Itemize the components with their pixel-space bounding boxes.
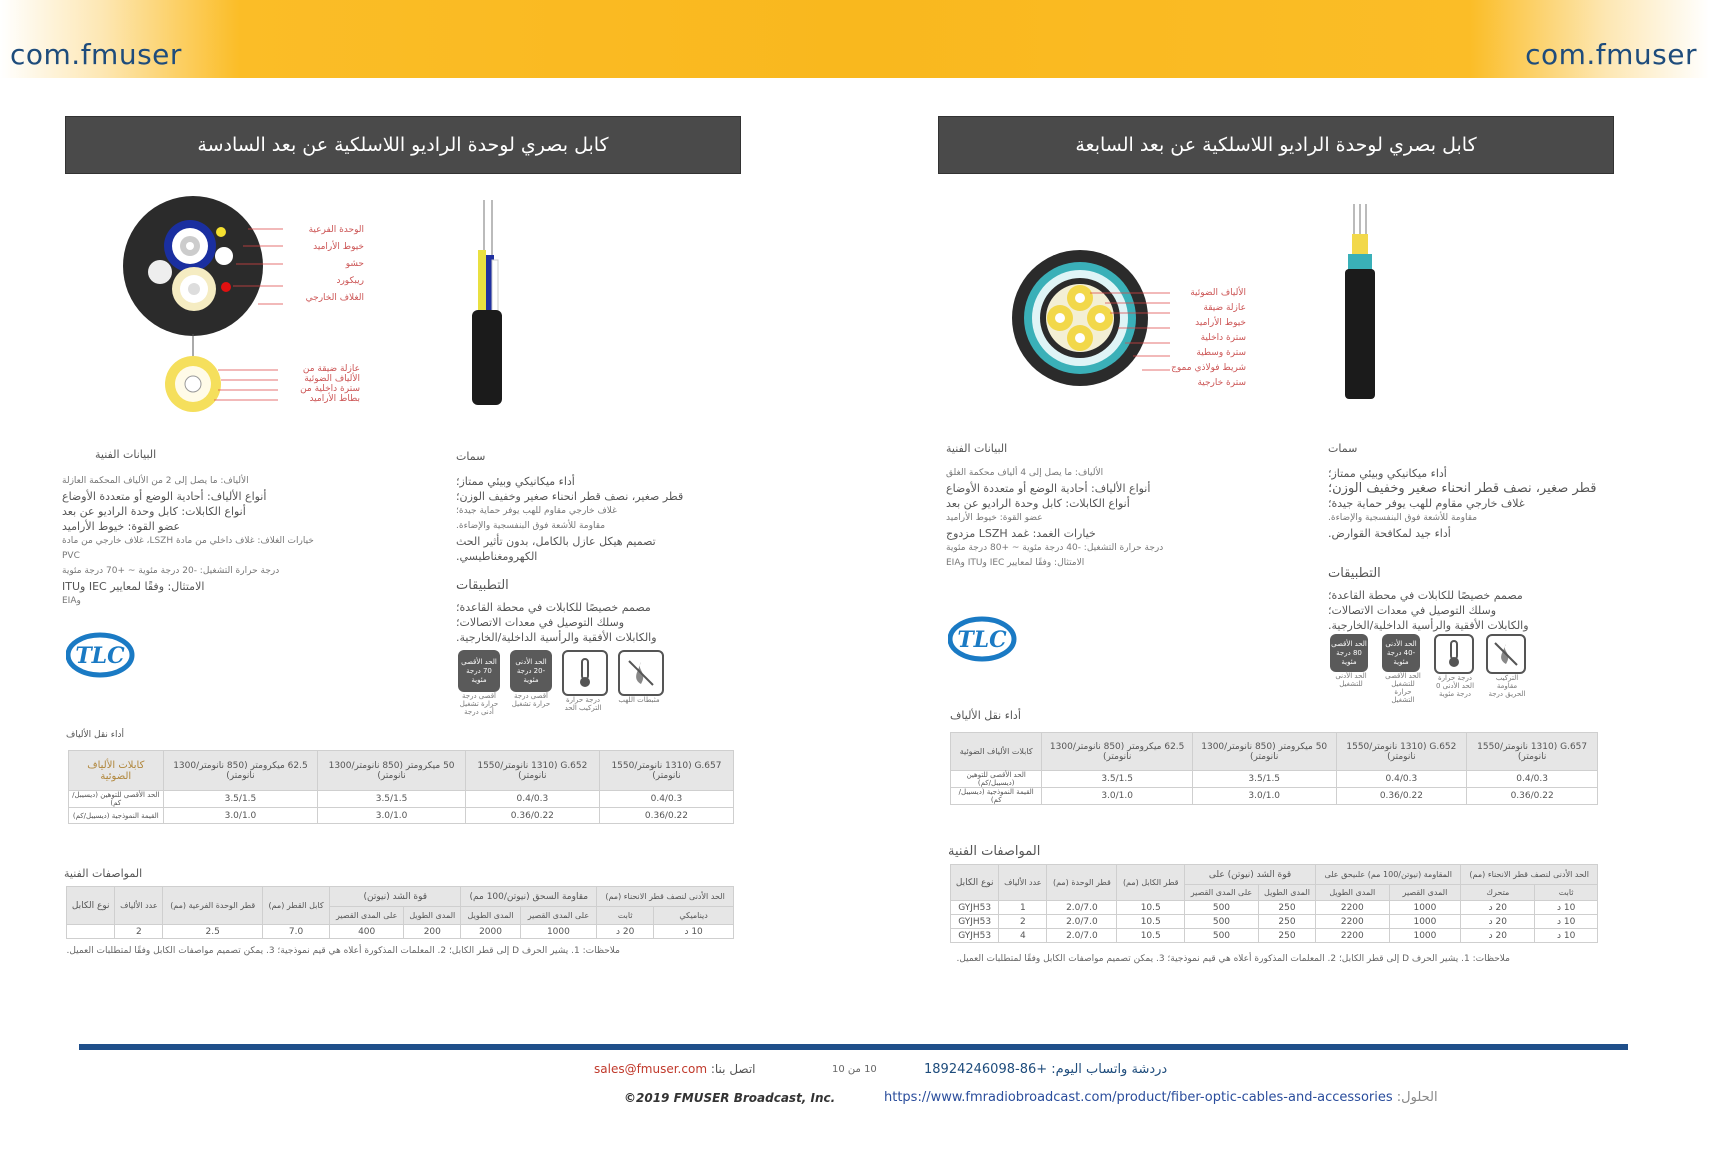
app-item: وسلك التوصيل في معدات الاتصالات؛ — [1328, 604, 1497, 617]
table-header: المقاومة (نيوتن/100 مم) علىيحق على — [1316, 865, 1461, 885]
feature-item: غلاف خارجي مقاوم للهب يوفر حماية جيدة؛ — [1328, 497, 1525, 510]
tech-line: الألياف: ما يصل إلى 4 ألياف محكمة الغلق — [946, 468, 1104, 478]
table-header: الحد الأدنى لنصف قطر الانحناء (مم) — [597, 887, 734, 907]
table-header: G.657 (1310 نانومتر/1550 نانومتر) — [599, 751, 733, 791]
solution-label: الحلول: — [1396, 1090, 1438, 1105]
right-cable-image — [1340, 204, 1380, 404]
table-header: عدد الألياف — [999, 865, 1047, 901]
table-cell: 2200 — [1316, 915, 1389, 929]
perf-title: أداء نقل الألياف — [66, 730, 124, 740]
table-cell: 0.4/0.3 — [1467, 771, 1598, 788]
table-cell: 10 د — [1535, 915, 1598, 929]
table-header: 62.5 ميكرومتر (850 نانومتر/1300 نانومتر) — [163, 751, 318, 791]
diagram-label: سترة داخلية — [1200, 333, 1246, 343]
right-cross-section-diagram — [1010, 248, 1170, 393]
spec-title: المواصفات الفنية — [948, 844, 1041, 859]
table-cell — [67, 925, 115, 939]
table-cell: 2.0/7.0 — [1047, 901, 1117, 915]
right-spec-table — [950, 864, 1598, 943]
feature-item: أداء ميكانيكي وبيئي ممتاز؛ — [1328, 467, 1447, 480]
table-header: 62.5 ميكرومتر (850 نانومتر/1300 نانومتر) — [1042, 733, 1193, 771]
table-cell: 2.0/7.0 — [1047, 929, 1117, 943]
feature-item: تصميم هيكل عازل بالكامل، بدون تأثير الحث الكهرومغناطيسي. — [456, 535, 656, 563]
table-cell: 1000 — [520, 925, 597, 939]
table-cell: 1 — [999, 901, 1047, 915]
flame-retardant-icon — [1486, 634, 1526, 674]
diagram-label: سترة خارجية — [1197, 378, 1246, 388]
table-header: الحد الأدنى لنصف قطر الانحناء (مم) — [1461, 865, 1598, 885]
table-cell: 3.0/1.0 — [1042, 788, 1193, 805]
table-cell: 200 — [404, 925, 461, 939]
diagram-label: شريط فولاذي مموج — [1171, 363, 1246, 373]
icon-caption: أقصى درجة حرارة تشغيل — [511, 692, 551, 708]
max-temp-icon: الحد الأقصى 80 درجة مئوية — [1330, 634, 1368, 672]
table-cell: 2.0/7.0 — [1047, 915, 1117, 929]
table-cell: 0.36/0.22 — [1467, 788, 1598, 805]
table-header: عدد الألياف — [115, 887, 163, 925]
table-cell: 400 — [330, 925, 404, 939]
table-cell: 500 — [1185, 929, 1259, 943]
table-cell: 20 د — [1461, 929, 1535, 943]
table-header: 50 ميكرومتر (850 نانومتر/1300 نانومتر) — [1192, 733, 1336, 771]
brand-left: com.fmuser — [10, 38, 182, 71]
apps-title: التطبيقات — [456, 578, 509, 593]
table-header: قطر الوحدة (مم) — [1047, 865, 1117, 901]
table-cell: GYJH53 — [951, 901, 999, 915]
table-cell: على المدى القصير — [520, 907, 597, 925]
spec-title: المواصفات الفنية — [64, 867, 143, 880]
table-cell: القيمة النموذجية (ديسيبل/كم) — [69, 808, 164, 824]
table-header: كابلات الألياف الضوئية — [69, 751, 164, 791]
diagram-label: ريبكورد — [336, 276, 364, 286]
left-perf-table — [68, 750, 734, 824]
tech-line: أنواع الكابلات: كابل وحدة الراديو عن بعد — [62, 505, 246, 518]
table-cell: 2200 — [1316, 901, 1389, 915]
icon-caption: الحد الأقصى للتشغيل حرارة التشغيل — [1385, 672, 1421, 704]
diagram-label: الألياف الضوئية — [1190, 288, 1246, 298]
svg-text:TLC: TLC — [75, 643, 125, 669]
table-header: G.657 (1310 نانومتر/1550 نانومتر) — [1467, 733, 1598, 771]
feature-item: مقاومة للأشعة فوق البنفسجية والإضاءة. — [1328, 513, 1478, 523]
solution-url-link[interactable]: https://www.fmradiobroadcast.com/product/fiber-optic-cables-and-accessories — [884, 1090, 1393, 1105]
app-item: مصمم خصيصًا للكابلات في محطة القاعدة؛ — [1328, 589, 1523, 602]
tech-line: درجة حرارة التشغيل: -40 درجة مئوية ~ +80 درجة مئوية — [946, 543, 1164, 553]
tech-line: درجة حرارة التشغيل: -20 درجة مئوية ~ +70 درجة مئوية — [62, 566, 280, 576]
tlc-logo — [948, 616, 1018, 662]
table-header: كابل القطر (مم) — [262, 887, 329, 925]
table-cell: 1000 — [1389, 901, 1461, 915]
table-cell: 3.0/1.0 — [318, 808, 466, 824]
table-cell: 250 — [1258, 901, 1315, 915]
diagram-label: خيوط الأراميد — [1195, 318, 1246, 328]
table-cell: على المدى القصير — [330, 907, 404, 925]
left-title: كابل بصري لوحدة الراديو اللاسلكية عن بعد السادسة — [65, 116, 741, 174]
icon-caption: أقصى درجة حرارة تشغيل أدنى درجة — [459, 692, 499, 716]
icon-caption: مثبطات اللهب — [618, 696, 660, 704]
thermometer-icon — [562, 650, 608, 696]
table-cell: على المدى القصير — [1185, 885, 1259, 901]
table-header: نوع الكابل — [951, 865, 999, 901]
table-cell: 2.5 — [163, 925, 263, 939]
icon-caption: التركيب مقاومة الحريق درجة — [1488, 674, 1526, 698]
table-cell: 0.36/0.22 — [465, 808, 599, 824]
diagram-label: الوحدة الفرعية — [308, 225, 364, 235]
table-cell: ديناميكي — [654, 907, 734, 925]
flame-retardant-icon — [618, 650, 664, 696]
tech-title: البيانات الفنية — [946, 442, 1008, 455]
feature-item: أداء ميكانيكي وبيئي ممتاز؛ — [456, 475, 575, 488]
table-cell: ثابت — [1535, 885, 1598, 901]
table-cell: المدى الطويل — [1258, 885, 1315, 901]
table-cell: 3.5/1.5 — [318, 791, 466, 808]
table-header: قوة الشد (نيوتن) — [330, 887, 461, 907]
app-item: والكابلات الأفقية والرأسية الداخلية/الخارجية. — [1328, 619, 1529, 632]
table-header: قطر الكابل (مم) — [1117, 865, 1185, 901]
table-cell: 0.4/0.3 — [599, 791, 733, 808]
table-cell: 0.4/0.3 — [1336, 771, 1467, 788]
table-cell: GYJH53 — [951, 929, 999, 943]
table-header: G.652 (1310 نانومتر/1550 نانومتر) — [1336, 733, 1467, 771]
feature-item: أداء جيد لمكافحة القوارض. — [1328, 527, 1451, 540]
footer-divider — [79, 1044, 1628, 1050]
left-cable-image — [468, 200, 508, 405]
table-cell: 10.5 — [1117, 901, 1185, 915]
left-spec-table — [66, 886, 734, 939]
table-cell: 2 — [999, 915, 1047, 929]
diagram-label: عازلة ضيقة من — [302, 364, 360, 374]
table-header: نوع الكابل — [67, 887, 115, 925]
table-cell: 500 — [1185, 915, 1259, 929]
diagram-label: الغلاف الخارجي — [305, 293, 364, 303]
feature-item: قطر صغير، نصف قطر انحناء صغير وخفيف الوزن؛ — [1328, 481, 1597, 496]
table-cell: 1000 — [1389, 929, 1461, 943]
tech-line: أنواع الألياف: أحادية الوضع أو متعددة الأوضاع — [62, 490, 267, 503]
table-cell: 2200 — [1316, 929, 1389, 943]
tech-line: وEIA — [62, 596, 81, 606]
table-cell: المدى الطويل — [461, 907, 520, 925]
tech-line: الامتثال: وفقًا لمعايير IEC وITU وEIA — [946, 558, 1085, 568]
table-cell: 4 — [999, 929, 1047, 943]
table-cell: الحد الأقصى للتوهين (ديسيبل/كم) — [69, 791, 164, 808]
features-title: سمات — [1328, 442, 1358, 455]
table-cell: 3.0/1.0 — [1192, 788, 1336, 805]
right-notes: ملاحظات: 1. يشير الحرف D إلى قطر الكابل؛ 2. المعلمات المذكورة أعلاه هي قيم نموذجية؛ 3. يمكن تصميم مواصفات الكابل وفقًا لمتطلبات العميل. — [956, 954, 1510, 964]
app-item: مصمم خصيصًا للكابلات في محطة القاعدة؛ — [456, 601, 651, 614]
table-cell: المدى القصير — [1389, 885, 1461, 901]
table-cell: 10.5 — [1117, 915, 1185, 929]
left-panel — [0, 0, 780, 1000]
icon-caption: درجة حرارة الحد الأدنى 0 درجة مئوية — [1435, 674, 1475, 698]
table-cell: 500 — [1185, 901, 1259, 915]
table-cell: 10.5 — [1117, 929, 1185, 943]
email-link[interactable]: sales@fmuser.com — [594, 1062, 708, 1076]
perf-title: أداء نقل الألياف — [950, 709, 1021, 722]
table-cell: 2000 — [461, 925, 520, 939]
right-panel — [870, 0, 1650, 1000]
table-cell: 7.0 — [262, 925, 329, 939]
min-temp-icon: الحد الأدنى -20 درجة مئوية — [510, 650, 552, 692]
diagram-label: الألياف الضوئية — [304, 374, 360, 384]
table-header: قطر الوحدة الفرعية (مم) — [163, 887, 263, 925]
table-cell: المدى الطويل — [1316, 885, 1389, 901]
diagram-label: سترة وسطية — [1196, 348, 1246, 358]
table-cell: 250 — [1258, 915, 1315, 929]
tech-line: الألياف: ما يصل إلى 2 من الألياف المحكمة العازلة — [62, 476, 249, 486]
tech-line: عضو القوة: خيوط الأراميد — [62, 520, 181, 533]
tech-line: الامتثال: وفقًا لمعايير IEC وITU — [62, 580, 205, 593]
thermometer-icon — [1434, 634, 1474, 674]
table-cell: 3.5/1.5 — [1042, 771, 1193, 788]
icon-caption: الحد الأدنى للتشغيل — [1335, 672, 1367, 688]
feature-item: مقاومة للأشعة فوق البنفسجية والإضاءة. — [456, 521, 606, 531]
table-cell: 0.36/0.22 — [599, 808, 733, 824]
apps-title: التطبيقات — [1328, 566, 1381, 581]
page-number: 10 من 10 — [832, 1064, 877, 1075]
tech-line: أنواع الكابلات: كابل وحدة الراديو عن بعد — [946, 497, 1130, 510]
max-temp-icon: الحد الأقصى 70 درجة مئوية — [458, 650, 500, 692]
right-perf-table — [950, 732, 1598, 805]
table-cell: 1000 — [1389, 915, 1461, 929]
table-cell: المدى الطويل — [404, 907, 461, 925]
brand-right: com.fmuser — [1525, 38, 1697, 71]
table-cell: 3.0/1.0 — [163, 808, 318, 824]
table-header: كابلات الألياف الضوئية — [951, 733, 1042, 771]
diagram-label: عازلة ضيقة — [1203, 303, 1246, 313]
table-header: مقاومة السحق (نيوتن/100 مم) — [461, 887, 597, 907]
diagram-label: خيوط الأراميد — [313, 242, 364, 252]
tlc-logo — [66, 632, 136, 678]
contact-label: اتصل بنا: — [710, 1062, 756, 1076]
min-temp-icon: الحد الأدنى -40 درجة مئوية — [1382, 634, 1420, 672]
table-cell: 3.5/1.5 — [163, 791, 318, 808]
table-header: قوة الشد (نيوتن) على — [1185, 865, 1316, 885]
table-cell: 10 د — [1535, 929, 1598, 943]
right-title: كابل بصري لوحدة الراديو اللاسلكية عن بعد السابعة — [938, 116, 1614, 174]
table-header: 50 ميكرومتر (850 نانومتر/1300 نانومتر) — [318, 751, 466, 791]
tech-title: البيانات الفنية — [95, 448, 157, 461]
table-cell: 250 — [1258, 929, 1315, 943]
diagram-label: سترة داخلية من — [300, 384, 360, 394]
diagram-label: حشو — [345, 259, 364, 269]
table-cell: 0.4/0.3 — [465, 791, 599, 808]
table-header: G.652 (1310 نانومتر/1550 نانومتر) — [465, 751, 599, 791]
table-cell: 2 — [115, 925, 163, 939]
table-cell: 10 د — [1535, 901, 1598, 915]
table-cell: 20 د — [1461, 901, 1535, 915]
table-cell: 20 د — [1461, 915, 1535, 929]
app-item: وسلك التوصيل في معدات الاتصالات؛ — [456, 616, 625, 629]
tech-line: خيارات الغلاف: غلاف داخلي من مادة LSZH، غلاف خارجي من مادة PVC — [62, 536, 314, 561]
tech-line: أنواع الألياف: أحادية الوضع أو متعددة الأوضاع — [946, 482, 1151, 495]
tech-line: عضو القوة: خيوط الأراميد — [946, 513, 1043, 523]
feature-item: قطر صغير، نصف قطر انحناء صغير وخفيف الوزن؛ — [456, 490, 684, 503]
copyright: ©2019 FMUSER Broadcast, Inc. — [624, 1091, 836, 1105]
svg-text:TLC: TLC — [957, 627, 1007, 653]
table-cell: GYJH53 — [951, 915, 999, 929]
table-cell: الحد الأقصى للتوهين (ديسيبل/كم) — [951, 771, 1042, 788]
table-cell: 10 د — [654, 925, 734, 939]
feature-item: غلاف خارجي مقاوم للهب يوفر حماية جيدة؛ — [456, 506, 617, 516]
table-cell: 20 د — [597, 925, 654, 939]
icon-caption: درجة حرارة التركيب الحد — [564, 696, 602, 712]
whatsapp-phone[interactable]: دردشة واتساب اليوم: +86-18924246098 — [924, 1062, 1168, 1077]
features-title: سمات — [456, 450, 486, 463]
table-cell: ثابت — [597, 907, 654, 925]
left-notes: ملاحظات: 1. يشير الحرف D إلى قطر الكابل؛ 2. المعلمات المذكورة أعلاه هي قيم نموذجية؛ 3. يمكن تصميم مواصفات الكابل وفقًا لمتطلبات العميل. — [66, 946, 620, 956]
table-cell: 0.36/0.22 — [1336, 788, 1467, 805]
table-cell: 3.5/1.5 — [1192, 771, 1336, 788]
diagram-label: بطاط الأراميد — [309, 394, 360, 404]
table-cell: القيمة النموذجية (ديسيبل/كم) — [951, 788, 1042, 805]
app-item: والكابلات الأفقية والرأسية الداخلية/الخارجية. — [456, 631, 657, 644]
table-cell: متحرك — [1461, 885, 1535, 901]
tech-line: خيارات الغمد: غمد LSZH مزدوج — [946, 527, 1096, 540]
